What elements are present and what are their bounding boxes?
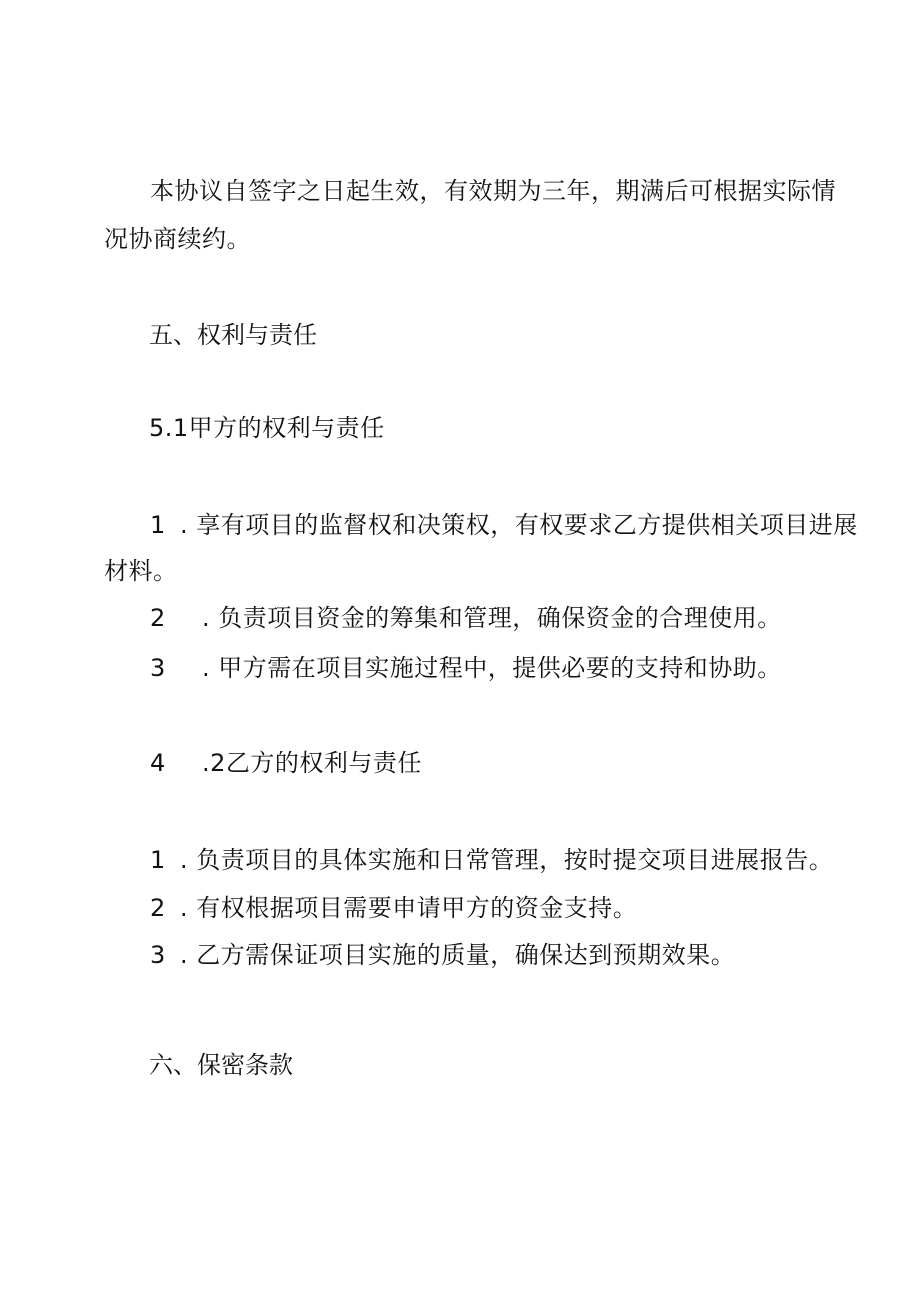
- section-5-1-item-1: [150, 510, 858, 540]
- subsection-text: .2乙方的权利与责任: [202, 749, 422, 777]
- section-5-1-item-3: [150, 653, 782, 683]
- section-6-title: 六、保密条款: [149, 1051, 293, 1079]
- intro-line-2: 况协商续约。: [104, 225, 251, 253]
- item-number: 1: [150, 846, 166, 874]
- subsection-5-1-title: 5.1甲方的权利与责任: [149, 414, 385, 442]
- intro-line-1: 本协议自签字之日起生效，有效期为三年，期满后可根据实际情: [150, 177, 836, 205]
- item-number: 2: [150, 604, 166, 632]
- section-5-1-item-2: [150, 603, 782, 633]
- section-5-2-item-3: [150, 940, 735, 970]
- item-number: 3: [150, 941, 166, 969]
- subsection-number: 4: [150, 749, 166, 777]
- item-number: 1: [150, 511, 166, 539]
- item-text: . 甲方需在项目实施过程中，提供必要的支持和协助。: [202, 654, 782, 682]
- section-5-title: 五、权利与责任: [149, 321, 317, 349]
- subsection-5-2-title: [150, 748, 422, 778]
- item-text: . 负责项目的具体实施和日常管理，按时提交项目进展报告。: [180, 846, 834, 874]
- item-number: 2: [150, 894, 166, 922]
- item-text: . 乙方需保证项目实施的质量，确保达到预期效果。: [180, 941, 736, 969]
- item-text: . 负责项目资金的筹集和管理，确保资金的合理使用。: [202, 604, 782, 632]
- item-text: . 有权根据项目需要申请甲方的资金支持。: [180, 894, 638, 922]
- item-text: . 享有项目的监督权和决策权，有权要求乙方提供相关项目进展: [180, 511, 858, 539]
- item-number: 3: [150, 654, 166, 682]
- section-5-2-item-2: [150, 893, 637, 923]
- section-5-1-item-1-continuation: 材料。: [104, 557, 178, 585]
- section-5-2-item-1: [150, 845, 833, 875]
